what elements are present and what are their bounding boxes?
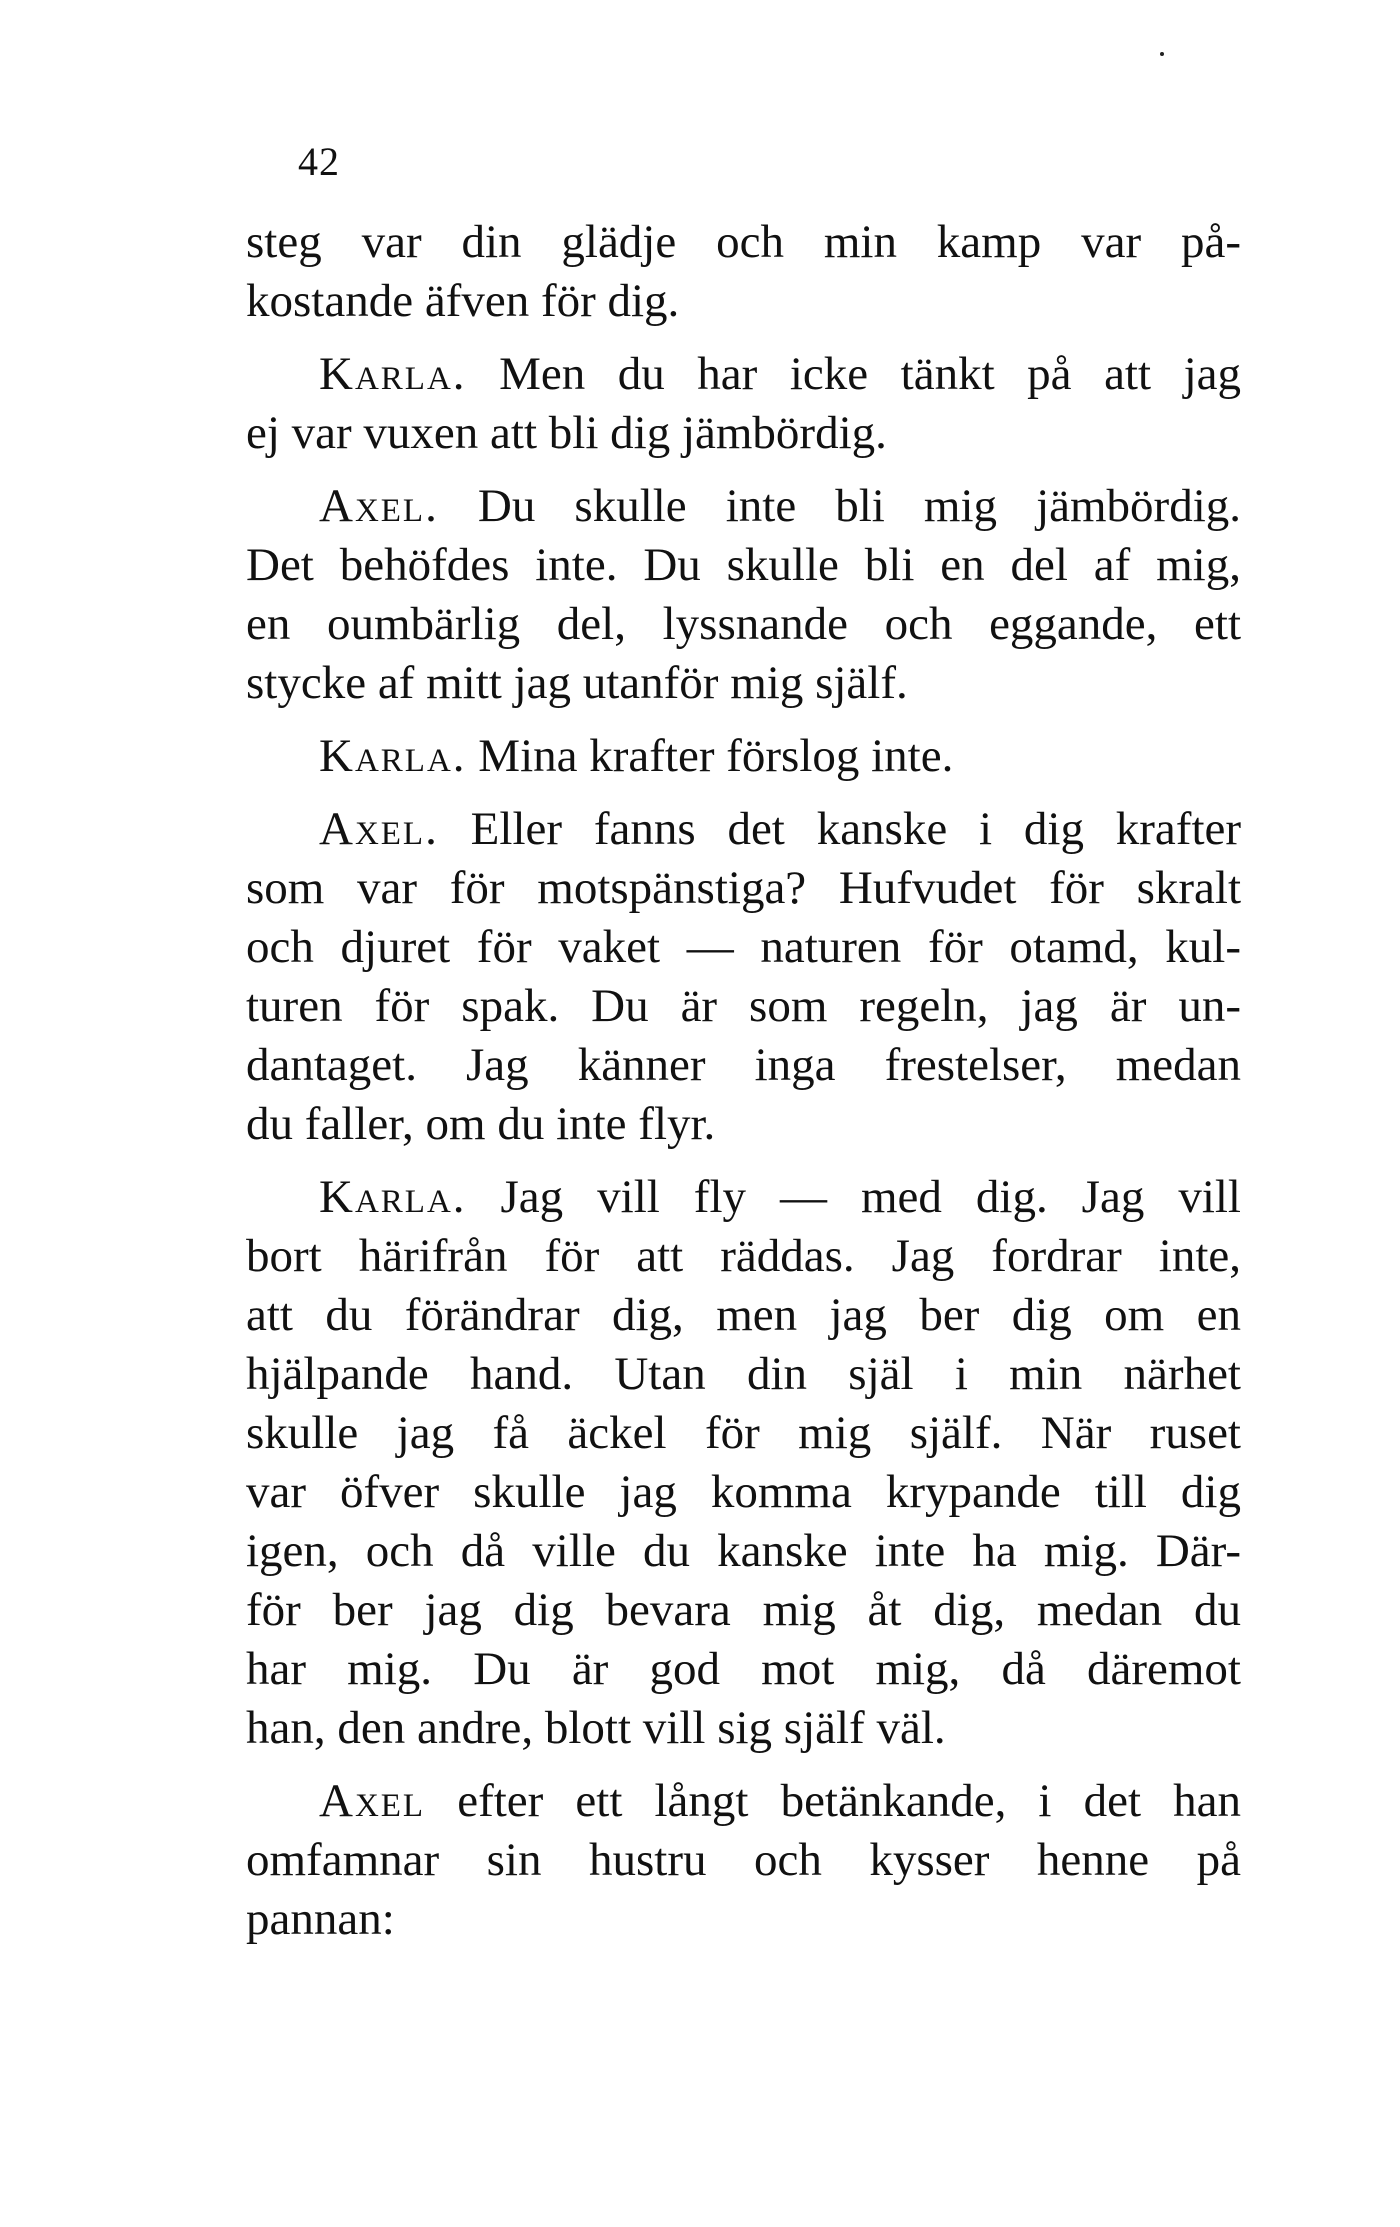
paragraph [246, 1168, 1241, 1758]
speaker-name: Axel [319, 1775, 426, 1827]
text-line: Det behöfdes inte. Du skulle bli en del af mig, [246, 539, 1241, 591]
text-line: kostande äfven för dig. [246, 275, 680, 327]
text-line: för ber jag dig bevara mig åt dig, medan du [246, 1584, 1241, 1636]
text-line: som var för motspänstiga? Hufvudet för skralt [246, 862, 1241, 914]
text-line: att du förändrar dig, men jag ber dig om en [246, 1289, 1241, 1341]
dialogue-first-line [246, 345, 1241, 404]
speech-text: Jag vill fly — med dig. Jag vill [500, 1171, 1241, 1223]
text-line: pannan: [246, 1893, 395, 1945]
page-body [246, 213, 1241, 1949]
paragraph [246, 1772, 1241, 1949]
text-line: har mig. Du är god mot mig, då däremot [246, 1643, 1241, 1695]
dialogue-first-line [246, 1168, 1241, 1227]
stage-direction-text: efter ett långt betänkande, i det han [457, 1775, 1241, 1827]
paragraph [246, 727, 1241, 786]
text-line: han, den andre, blott vill sig själf väl. [246, 1702, 946, 1754]
paragraph [246, 477, 1241, 713]
text-line: en oumbärlig del, lyssnande och eggande, ett [246, 598, 1241, 650]
speaker-name: Karla. [319, 730, 467, 782]
text-line: hjälpande hand. Utan din själ i min närhet [246, 1348, 1241, 1400]
dialogue-first-line [246, 727, 1241, 786]
text-line: steg var din glädje och min kamp var på- [246, 216, 1241, 268]
speech-text: Eller fanns det kanske i dig krafter [470, 803, 1242, 855]
text-line: ej var vuxen att bli dig jämbördig. [246, 407, 887, 459]
speck-mark [1160, 52, 1164, 56]
speech-text: Men du har icke tänkt på att jag [499, 348, 1242, 400]
stage-direction-first-line [246, 1772, 1241, 1831]
text-line: och djuret för vaket — naturen för otamd, kul- [246, 921, 1241, 973]
text-line: igen, och då ville du kanske inte ha mig. Där- [246, 1525, 1241, 1577]
dialogue-first-line [246, 477, 1241, 536]
speaker-name: Karla. [319, 1171, 467, 1223]
text-line: stycke af mitt jag utanför mig själf. [246, 657, 908, 709]
text-line: dantaget. Jag känner inga frestelser, medan [246, 1039, 1241, 1091]
speaker-name: Axel. [319, 480, 439, 532]
text-line: omfamnar sin hustru och kysser henne på [246, 1834, 1241, 1886]
text-line: bort härifrån för att räddas. Jag fordrar inte, [246, 1230, 1241, 1282]
paragraph [246, 800, 1241, 1154]
paragraph [246, 345, 1241, 463]
paragraph [246, 213, 1241, 331]
text-line: turen för spak. Du är som regeln, jag är un- [246, 980, 1241, 1032]
text-line: skulle jag få äckel för mig själf. När ruset [246, 1407, 1241, 1459]
dialogue-first-line [246, 800, 1241, 859]
speech-text: Du skulle inte bli mig jämbördig. [477, 480, 1242, 532]
speech-text: Mina krafter förslog inte. [478, 730, 954, 782]
text-line: var öfver skulle jag komma krypande till dig [246, 1466, 1241, 1518]
page-number: 42 [298, 139, 340, 184]
text-line: du faller, om du inte flyr. [246, 1098, 716, 1150]
speaker-name: Axel. [319, 803, 439, 855]
speaker-name: Karla. [319, 348, 467, 400]
